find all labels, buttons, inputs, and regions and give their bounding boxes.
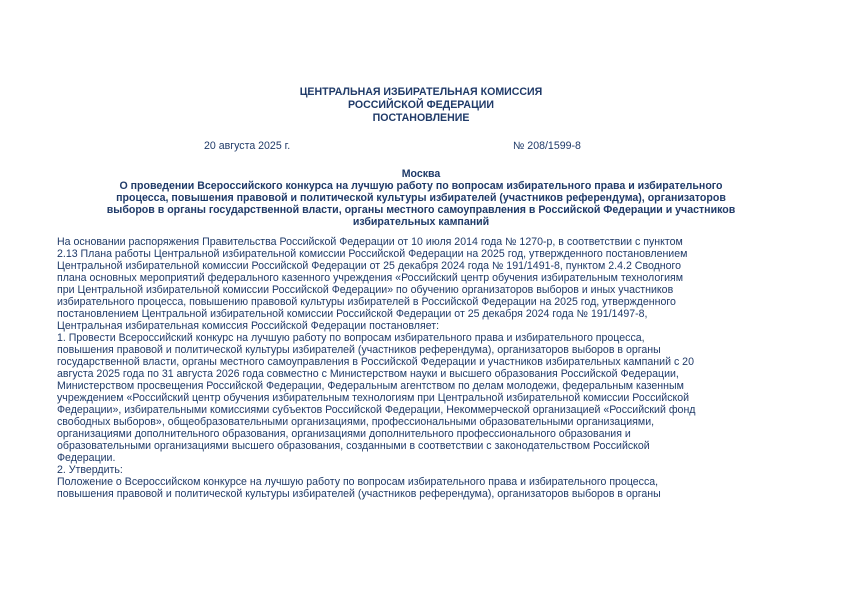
title-line: О проведении Всероссийского конкурса на лучшую работу по вопросам избирательного права и избирательного [119,180,723,192]
body-line: постановлением Центральной избирательной комиссии Российской Федерации от 25 декабря 2024 года № 191/1497-8, [57,308,648,320]
document-city: Москва [401,168,441,180]
title-line: процесса, повышения правовой и политической культуры избирателей (участников референдума), организаторов [116,192,726,204]
body-line: 2. Утвердить: [57,464,123,476]
body-line: плана основных мероприятий федерального казенного учреждения «Российский центр обучения избирательным технологиям [57,272,684,284]
body-line: государственной власти, органы местного самоуправления в Российской Федерации и участников избирательных кампаний с 20 [57,356,694,368]
body-line: при Центральной избирательной комиссии Российской Федерации» по обучению организаторов выборов и иных участников [57,284,674,296]
body-line: Министерством просвещения Российской Федерации, Федеральным агентством по делам молодежи, федеральным казенным [57,380,684,392]
header-federation-line: РОССИЙСКОЙ ФЕДЕРАЦИИ [347,99,495,111]
document-date: 20 августа 2025 г. [204,140,291,152]
title-line: избирательных кампаний [352,216,490,228]
title-line: выборов в органы государственной власти, органы местного самоуправления в Российской Федерации и участников [106,204,736,216]
document-body [57,236,787,500]
header-commission-line: ЦЕНТРАЛЬНАЯ ИЗБИРАТЕЛЬНАЯ КОМИССИЯ [299,86,543,98]
body-line: Центральная избирательная комиссия Российской Федерации постановляет: [57,320,440,332]
body-line: повышения правовой и политической культуры избирателей (участников референдума), организаторов выборов в органы [57,488,661,500]
document-title [50,180,792,228]
document-number: № 208/1599-8 [513,140,581,152]
body-line: Центральной избирательной комиссии Российской Федерации от 25 декабря 2024 года № 191/1491-8, пунктом 2.4.2 Сводного [57,260,682,272]
body-line: учреждением «Российский центр обучения избирательным технологиям при Центральной избирательной комиссии Российской [57,392,690,404]
body-line: 1. Провести Всероссийский конкурс на лучшую работу по вопросам избирательного права и избирательного процесса, [57,332,645,344]
body-line: образовательными организациями высшего образования, созданными в соответствии с законодательством Российской [57,440,650,452]
body-line: избирательного процесса, повышению правовой культуры избирателей в Российской Федерации на 2025 год, утвержденного [57,296,676,308]
body-line: 2.13 Плана работы Центральной избирательной комиссии Российской Федерации на 2025 год, утвержденного постановлением [57,248,688,260]
body-line: организациями дополнительного образования, организациями дополнительного профессионального образования и [57,428,631,440]
body-line: августа 2025 года по 31 августа 2026 года совместно с Министерством науки и высшего образования Российской Федерации, [57,368,679,380]
body-line: свободных выборов», общеобразовательными организациями, профессиональными образовательными организациями, [57,416,655,428]
body-line: Федерации. [57,452,116,464]
body-line: повышения правовой и политической культуры избирателей (участников референдума), организаторов выборов в органы [57,344,661,356]
body-line: Положение о Всероссийском конкурсе на лучшую работу по вопросам избирательного права и избирательного процесса, [57,476,659,488]
body-line: На основании распоряжения Правительства Российской Федерации от 10 июля 2014 года № 1270-р, в соответствии с пунктом [57,236,683,248]
header-resolution-line: ПОСТАНОВЛЕНИЕ [372,112,470,124]
document-header [0,86,842,125]
body-line: Федерации», избирательными комиссиями субъектов Российской Федерации, Некоммерческой организацией «Российский фонд [57,404,696,416]
